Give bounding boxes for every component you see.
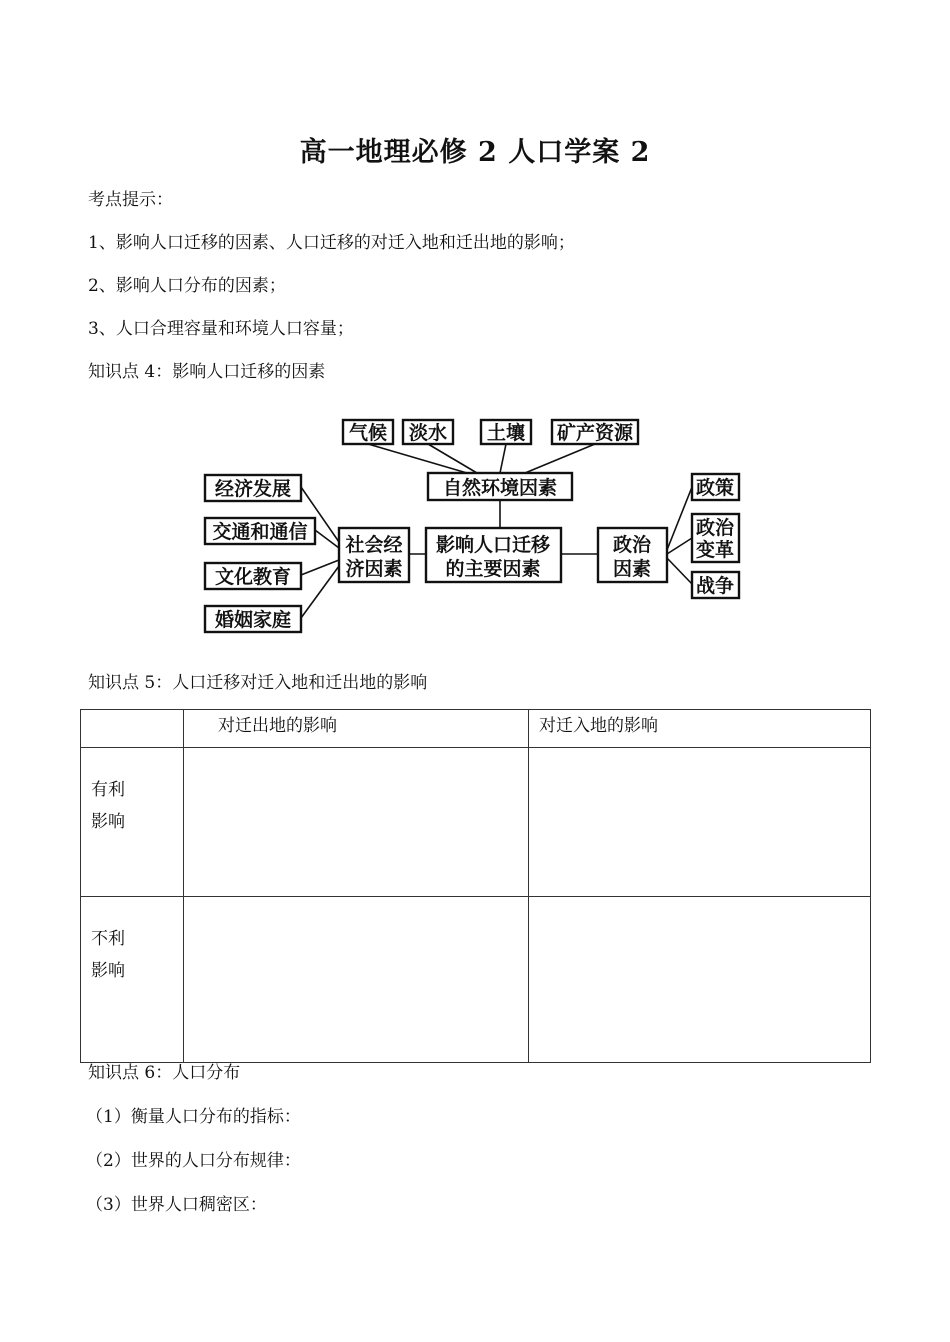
- svg-text:土壤: 土壤: [486, 422, 526, 444]
- natural-item-soil: [481, 420, 531, 444]
- cell-negative-out[interactable]: [184, 897, 529, 1063]
- social-item-transport: [205, 518, 315, 544]
- svg-text:文化教育: 文化教育: [214, 566, 292, 588]
- social-item-family: [205, 606, 301, 632]
- table-row: [81, 748, 871, 897]
- political-item-reform: [692, 514, 739, 562]
- row-label-positive: 有利 影响: [81, 748, 184, 897]
- col-header-in: 对迁入地的影响: [529, 710, 871, 748]
- svg-text:自然环境因素: 自然环境因素: [442, 477, 558, 499]
- svg-text:矿产资源: 矿产资源: [556, 422, 634, 444]
- kp6-heading: 知识点 6：人口分布: [88, 1063, 241, 1083]
- hint-item-2: 2、影响人口分布的因素；: [88, 276, 286, 296]
- svg-text:变革: 变革: [695, 539, 735, 561]
- main-factors-box: [426, 528, 561, 582]
- svg-text:政治: 政治: [612, 534, 652, 556]
- cell-positive-in[interactable]: [529, 748, 871, 897]
- hint-item-1: 1、影响人口迁移的因素、人口迁移的对迁入地和迁出地的影响；: [88, 233, 575, 253]
- table-header-row: [81, 710, 871, 748]
- migration-factors-diagram: [195, 410, 765, 640]
- hint-item-3: 3、人口合理容量和环境人口容量；: [88, 319, 354, 339]
- migration-impact-table: [80, 709, 871, 1063]
- col-header-out: 对迁出地的影响: [184, 710, 529, 748]
- natural-factors-box: [428, 473, 572, 500]
- hints-heading: 考点提示：: [88, 190, 173, 210]
- natural-item-minerals: [552, 420, 638, 444]
- svg-text:济因素: 济因素: [345, 558, 403, 580]
- svg-text:政策: 政策: [695, 477, 735, 499]
- row-label-negative: 不利 影响: [81, 897, 184, 1063]
- kp5-heading: 知识点 5：人口迁移对迁入地和迁出地的影响: [88, 673, 428, 693]
- natural-item-freshwater: [403, 420, 453, 444]
- cell-negative-in[interactable]: [529, 897, 871, 1063]
- kp4-heading: 知识点 4：影响人口迁移的因素: [88, 362, 326, 382]
- svg-text:战争: 战争: [695, 575, 735, 597]
- political-item-policy: [692, 474, 739, 500]
- svg-text:因素: 因素: [612, 558, 652, 580]
- svg-text:婚姻家庭: 婚姻家庭: [214, 609, 292, 631]
- svg-text:影响人口迁移: 影响人口迁移: [435, 534, 551, 556]
- svg-text:气候: 气候: [348, 422, 388, 444]
- table-corner-cell: [81, 710, 184, 748]
- natural-item-climate: [343, 420, 393, 444]
- social-item-economy: [205, 475, 301, 501]
- kp6-item-2: （2）世界的人口分布规律：: [86, 1151, 301, 1171]
- svg-text:的主要因素: 的主要因素: [445, 558, 541, 580]
- svg-text:交通和通信: 交通和通信: [212, 521, 308, 543]
- political-item-war: [692, 572, 739, 598]
- svg-text:淡水: 淡水: [408, 422, 448, 444]
- social-factors-box: [339, 528, 409, 582]
- political-factors-box: [598, 528, 667, 582]
- cell-positive-out[interactable]: [184, 748, 529, 897]
- svg-text:政治: 政治: [695, 517, 735, 539]
- kp6-item-3: （3）世界人口稠密区：: [86, 1195, 267, 1215]
- page-title: 高一地理必修 2 人口学案 2: [299, 137, 651, 168]
- kp6-item-1: （1）衡量人口分布的指标：: [86, 1107, 301, 1127]
- table-row: [81, 897, 871, 1063]
- social-item-education: [205, 563, 301, 589]
- svg-text:社会经: 社会经: [345, 534, 403, 556]
- svg-text:经济发展: 经济发展: [214, 478, 292, 500]
